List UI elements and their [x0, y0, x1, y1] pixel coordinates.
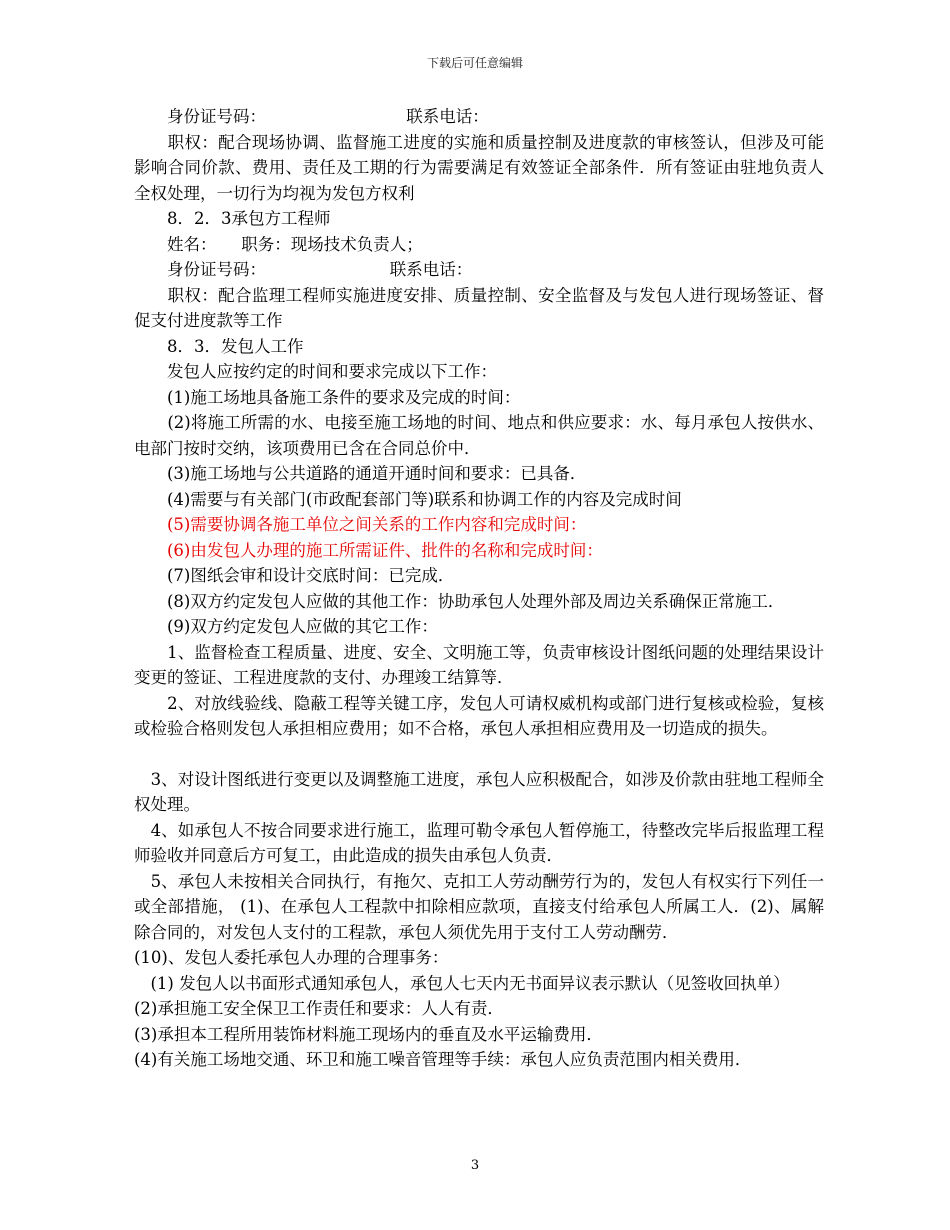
paragraph: 5、承包人未按相关合同执行，有拖欠、克扣工人劳动酬劳行为的，发包人有权实行下列任一或全部措施， (1)、在承包人工程款中扣除相应款项，直接支付给承包人所属工人．(2)、属解除合同的，对发包人支付的工程款，承包人须优先用于支付工人劳动酬劳． — [134, 871, 824, 942]
paragraph: 4、如承包人不按合同要求进行施工，监理可勒令承包人暂停施工，待整改完毕后报监理工程师验收并同意后方可复工，由此造成的损失由承包人负责． — [134, 820, 824, 865]
paragraph: 8．2．3承包方工程师 — [134, 209, 331, 228]
paragraph: 发包人应按约定的时间和要求完成以下工作： — [134, 362, 497, 381]
paragraph: (1)施工场地具备施工条件的要求及完成的时间： — [134, 387, 521, 407]
paragraph: (3)承担本工程所用装饰材料施工现场内的垂直及水平运输费用． — [134, 1024, 603, 1044]
paragraph: (1) 发包人以书面形式通知承包人，承包人七天内无书面异议表示默认（见签收回执单） — [134, 973, 790, 993]
paragraph: (4)需要与有关部门(市政配套部门等)联系和协调工作的内容及完成时间 — [134, 489, 682, 509]
paragraph: (6)由发包人办理的施工所需证件、批件的名称和完成时间： — [134, 540, 603, 560]
paragraph: (5)需要协调各施工单位之间关系的工作内容和完成时间： — [134, 515, 587, 534]
paragraph: (7)图纸会审和设计交底时间：已完成． — [134, 566, 455, 585]
paragraph: 3、对设计图纸进行变更以及调整施工进度，承包人应积极配合，如涉及价款由驻地工程师全权处理。 — [134, 769, 824, 814]
page-header: 下载后可任意编辑 — [426, 56, 523, 70]
document-body — [134, 104, 824, 1073]
paragraph: 8．3．发包人工作 — [134, 336, 304, 356]
paragraph-spacer — [134, 742, 824, 767]
paragraph: (10)、发包人委托承包人办理的合理事务： — [134, 948, 449, 967]
paragraph: 1、监督检查工程质量、进度、安全、文明施工等，负责审核设计图纸问题的处理结果设计变更的签证、工程进度款的支付、办理竣工结算等． — [134, 642, 824, 687]
paragraph: (9)双方约定发包人应做的其它工作： — [134, 617, 438, 636]
paragraph: 2、对放线验线、隐蔽工程等关键工序，发包人可请权威机构或部门进行复核或检验，复核或检验合格则发包人承担相应费用；如不合格，承包人承担相应费用及一切造成的损失。 — [134, 693, 824, 738]
paragraph: (4)有关施工场地交通、环卫和施工噪音管理等手续：承包人应负责范围内相关费用． — [134, 1050, 752, 1069]
paragraph: (8)双方约定发包人应做的其他工作：协助承包人处理外部及周边关系确保正常施工． — [134, 591, 785, 611]
paragraph: (2)承担施工安全保卫工作责任和要求：人人有责． — [134, 999, 504, 1018]
paragraph: (2)将施工所需的水、电接至施工场地的时间、地点和供应要求：水、每月承包人按供水、电部门按时交纳，该项费用已含在合同总价中． — [134, 413, 824, 458]
paragraph: 身份证号码： 联系电话： — [134, 260, 473, 279]
page-number: 3 — [470, 1158, 480, 1173]
paragraph: (3)施工场地与公共道路的通道开通时间和要求：已具备． — [134, 464, 587, 483]
paragraph: 身份证号码： 联系电话： — [134, 107, 489, 126]
paragraph: 姓名： 职务：现场技术负责人； — [134, 234, 423, 254]
paragraph: 职权：配合现场协调、监督施工进度的实施和质量控制及进度款的审核签认，但涉及可能影响合同价款、费用、责任及工期的行为需要满足有效签证全部条件．所有签证由驻地负责人全权处理，一切行为均视为发包方权利 — [134, 132, 824, 203]
paragraph: 职权：配合监理工程师实施进度安排、质量控制、安全监督及与发包人进行现场签证、督促支付进度款等工作 — [134, 285, 824, 330]
